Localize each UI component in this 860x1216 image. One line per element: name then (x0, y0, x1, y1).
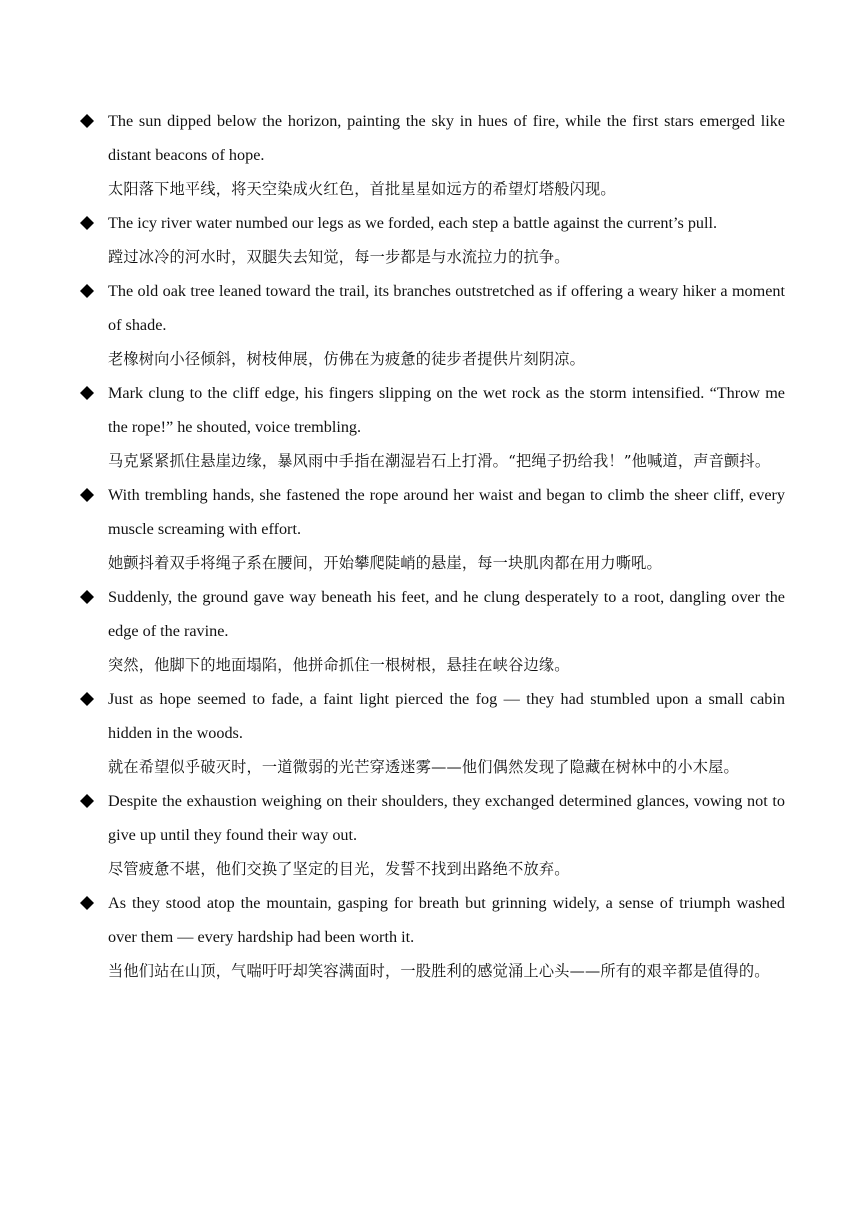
english-sentence: With trembling hands, she fastened the rope around her waist and began to climb the sheer cliff, every muscle screaming with effort. (108, 486, 785, 538)
chinese-translation: 蹚过冰冷的河水时，双腿失去知觉，每一步都是与水流拉力的抗争。 (108, 248, 570, 266)
black-diamond-icon (80, 692, 94, 706)
list-item (80, 682, 785, 784)
chinese-translation: 突然，他脚下的地面塌陷，他拼命抓住一根树根，悬挂在峡谷边缘。 (108, 656, 570, 674)
english-sentence: As they stood atop the mountain, gasping for breath but grinning widely, a sense of triumph washed over them — every hardship had been worth it. (108, 894, 785, 946)
english-sentence: Despite the exhaustion weighing on their shoulders, they exchanged determined glances, vowing not to give up until they found their way out. (108, 792, 785, 844)
black-diamond-icon (80, 216, 94, 230)
black-diamond-icon (80, 794, 94, 808)
list-item (80, 886, 785, 988)
list-item (80, 784, 785, 886)
list-item (80, 376, 785, 478)
sentence-list (80, 104, 785, 988)
english-sentence: The icy river water numbed our legs as we forded, each step a battle against the current’s pull. (108, 214, 718, 232)
list-item (80, 580, 785, 682)
chinese-translation: 当他们站在山顶，气喘吁吁却笑容满面时，一股胜利的感觉涌上心头——所有的艰辛都是值得的。 (108, 962, 770, 980)
chinese-translation: 太阳落下地平线，将天空染成火红色，首批星星如远方的希望灯塔般闪现。 (108, 180, 616, 198)
chinese-translation: 她颤抖着双手将绳子系在腰间，开始攀爬陡峭的悬崖，每一块肌肉都在用力嘶吼。 (108, 554, 662, 572)
black-diamond-icon (80, 488, 94, 502)
english-sentence: Mark clung to the cliff edge, his fingers slipping on the wet rock as the storm intensified. “Throw me the rope!” he shouted, voice trembling. (108, 384, 785, 436)
list-item (80, 206, 785, 274)
black-diamond-icon (80, 386, 94, 400)
chinese-translation: 尽管疲惫不堪，他们交换了坚定的目光，发誓不找到出路绝不放弃。 (108, 860, 570, 878)
english-sentence: The old oak tree leaned toward the trail, its branches outstretched as if offering a weary hiker a moment of shade. (108, 282, 785, 334)
chinese-translation: 就在希望似乎破灭时，一道微弱的光芒穿透迷雾——他们偶然发现了隐藏在树林中的小木屋。 (108, 758, 739, 776)
english-sentence: The sun dipped below the horizon, painting the sky in hues of fire, while the first stars emerged like distant beacons of hope. (108, 112, 785, 164)
list-item (80, 104, 785, 206)
english-sentence: Suddenly, the ground gave way beneath his feet, and he clung desperately to a root, dangling over the edge of the ravine. (108, 588, 785, 640)
english-sentence: Just as hope seemed to fade, a faint light pierced the fog — they had stumbled upon a small cabin hidden in the woods. (108, 690, 785, 742)
black-diamond-icon (80, 590, 94, 604)
chinese-translation: 老橡树向小径倾斜，树枝伸展，仿佛在为疲惫的徒步者提供片刻阴凉。 (108, 350, 586, 368)
chinese-translation: 马克紧紧抓住悬崖边缘，暴风雨中手指在潮湿岩石上打滑。“把绳子扔给我！”他喊道，声音颤抖。 (108, 452, 771, 470)
black-diamond-icon (80, 114, 94, 128)
list-item (80, 478, 785, 580)
black-diamond-icon (80, 896, 94, 910)
black-diamond-icon (80, 284, 94, 298)
list-item (80, 274, 785, 376)
